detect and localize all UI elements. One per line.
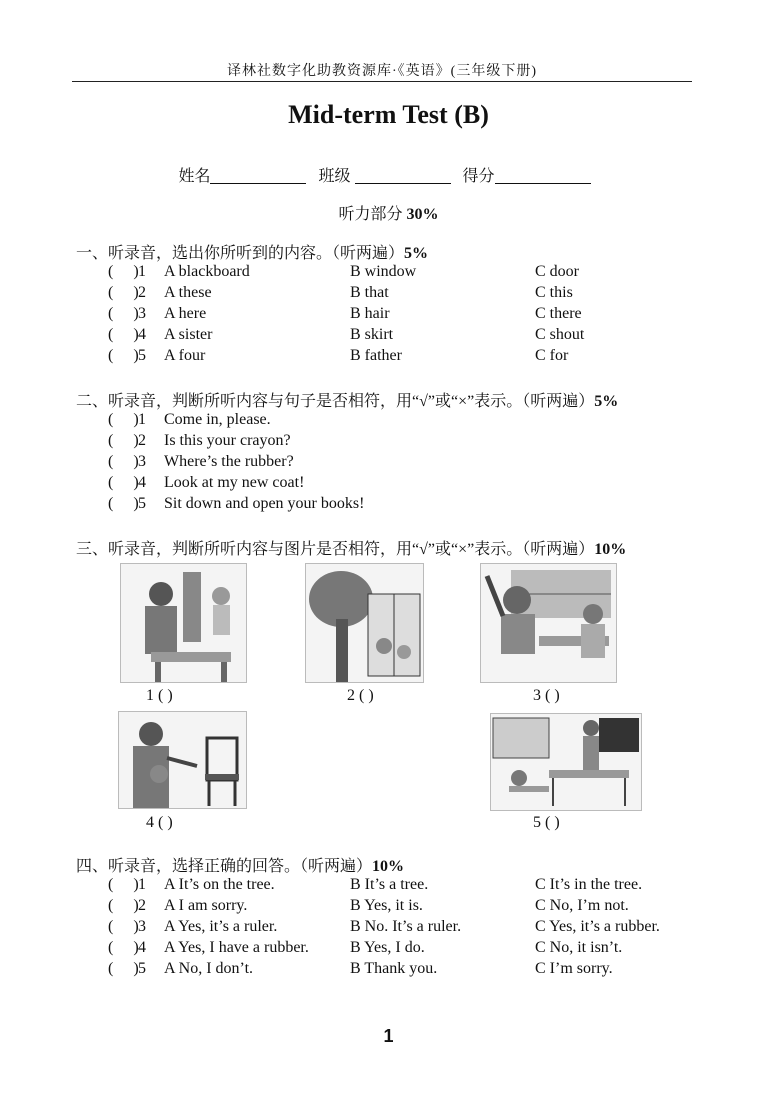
option-b: B Yes, it is. (350, 897, 423, 914)
picture-5-classroom-teacher (490, 713, 642, 811)
class-label: 班级 (318, 168, 351, 185)
option-b: B window (350, 263, 417, 280)
question-row (0, 346, 777, 366)
student-info (0, 163, 777, 186)
question-number: 3 (138, 453, 146, 470)
statement-text: Is this your crayon? (164, 432, 291, 449)
statement-row (0, 473, 777, 493)
picture-4-pointing-chair (118, 711, 247, 809)
question-number: 1 (138, 411, 146, 428)
question-row (0, 917, 777, 937)
option-a: A sister (164, 326, 213, 343)
option-b: B No. It’s a ruler. (350, 918, 462, 935)
statement-row (0, 431, 777, 451)
answer-blank[interactable]: ( ) (108, 474, 139, 491)
option-b: B hair (350, 305, 390, 322)
question-number: 2 (138, 897, 146, 914)
option-a: A Yes, it’s a ruler. (164, 918, 278, 935)
question-row (0, 875, 777, 895)
question-row (0, 959, 777, 979)
question-row (0, 283, 777, 303)
answer-blank[interactable]: ( ) (108, 918, 139, 935)
answer-blank[interactable]: ( ) (108, 305, 139, 322)
option-a: A four (164, 347, 206, 364)
page-title: Mid-term Test (B) (288, 100, 489, 129)
statement-row (0, 452, 777, 472)
section1-heading: 一、听录音，选出你所听到的内容。（听两遍）5% (76, 245, 429, 262)
picture-label-4: 4 ( ) (146, 814, 173, 831)
option-c: C shout (535, 326, 585, 343)
option-a: A No, I don’t. (164, 960, 254, 977)
picture-label-5: 5 ( ) (533, 814, 560, 831)
name-field[interactable] (210, 167, 306, 184)
option-c: C door (535, 263, 579, 280)
option-c: C No, I’m not. (535, 897, 629, 914)
question-number: 2 (138, 284, 146, 301)
picture-label-2: 2 ( ) (347, 687, 374, 704)
picture-1-teacher-classroom (120, 563, 247, 683)
answer-blank[interactable]: ( ) (108, 326, 139, 343)
question-number: 1 (138, 263, 146, 280)
section4-heading: 四、听录音，选择正确的回答。（听两遍）10% (76, 858, 405, 875)
question-row (0, 325, 777, 345)
answer-blank[interactable]: ( ) (108, 284, 139, 301)
question-number: 3 (138, 918, 146, 935)
question-row (0, 896, 777, 916)
picture-3-boy-waving (480, 563, 617, 683)
name-label: 姓名 (178, 168, 211, 185)
page-header: 译林社数字化助教资源库·《英语》(三年级下册) (227, 64, 537, 79)
option-b: B It’s a tree. (350, 876, 429, 893)
part-pct: 30% (406, 206, 439, 223)
picture-label-3: 3 ( ) (533, 687, 560, 704)
picture-2-tree-window (305, 563, 424, 683)
page-number: 1 (383, 1026, 394, 1046)
answer-blank[interactable]: ( ) (108, 939, 139, 956)
answer-blank[interactable]: ( ) (108, 347, 139, 364)
option-c: C for (535, 347, 569, 364)
option-b: B Yes, I do. (350, 939, 425, 956)
question-row (0, 938, 777, 958)
option-c: C there (535, 305, 582, 322)
question-number: 3 (138, 305, 146, 322)
answer-blank[interactable]: ( ) (108, 960, 139, 977)
statement-text: Sit down and open your books! (164, 495, 365, 512)
question-number: 5 (138, 347, 146, 364)
question-number: 5 (138, 960, 146, 977)
question-number: 4 (138, 326, 146, 343)
answer-blank[interactable]: ( ) (108, 432, 139, 449)
question-number: 1 (138, 876, 146, 893)
option-b: B that (350, 284, 389, 301)
question-number: 4 (138, 474, 146, 491)
option-c: C I’m sorry. (535, 960, 613, 977)
part-label: 听力部分 (338, 206, 403, 223)
statement-row (0, 494, 777, 514)
option-a: A these (164, 284, 212, 301)
picture-label-1: 1 ( ) (146, 687, 173, 704)
question-number: 5 (138, 495, 146, 512)
option-c: C No, it isn’t. (535, 939, 623, 956)
answer-blank[interactable]: ( ) (108, 495, 139, 512)
option-b: B skirt (350, 326, 394, 343)
score-label: 得分 (462, 168, 495, 185)
statement-text: Where’s the rubber? (164, 453, 294, 470)
class-field[interactable] (355, 167, 451, 184)
part-heading (0, 201, 777, 224)
option-a: A I am sorry. (164, 897, 248, 914)
question-row (0, 262, 777, 282)
question-number: 4 (138, 939, 146, 956)
answer-blank[interactable]: ( ) (108, 876, 139, 893)
option-a: A here (164, 305, 207, 322)
question-row (0, 304, 777, 324)
section3-heading: 三、听录音，判断所听内容与图片是否相符，用“√”或“×”表示。（听两遍）10% (76, 541, 627, 558)
option-a: A It’s on the tree. (164, 876, 275, 893)
score-field[interactable] (495, 167, 591, 184)
statement-text: Come in, please. (164, 411, 271, 428)
option-a: A blackboard (164, 263, 250, 280)
header-divider (72, 81, 692, 82)
option-a: A Yes, I have a rubber. (164, 939, 309, 956)
statement-row (0, 410, 777, 430)
answer-blank[interactable]: ( ) (108, 263, 139, 280)
option-c: C It’s in the tree. (535, 876, 643, 893)
question-number: 2 (138, 432, 146, 449)
answer-blank[interactable]: ( ) (108, 411, 139, 428)
section2-heading: 二、听录音，判断所听内容与句子是否相符，用“√”或“×”表示。（听两遍）5% (76, 393, 619, 410)
option-b: B father (350, 347, 402, 364)
option-b: B Thank you. (350, 960, 438, 977)
answer-blank[interactable]: ( ) (108, 897, 139, 914)
answer-blank[interactable]: ( ) (108, 453, 139, 470)
statement-text: Look at my new coat! (164, 474, 305, 491)
option-c: C this (535, 284, 573, 301)
option-c: C Yes, it’s a rubber. (535, 918, 660, 935)
